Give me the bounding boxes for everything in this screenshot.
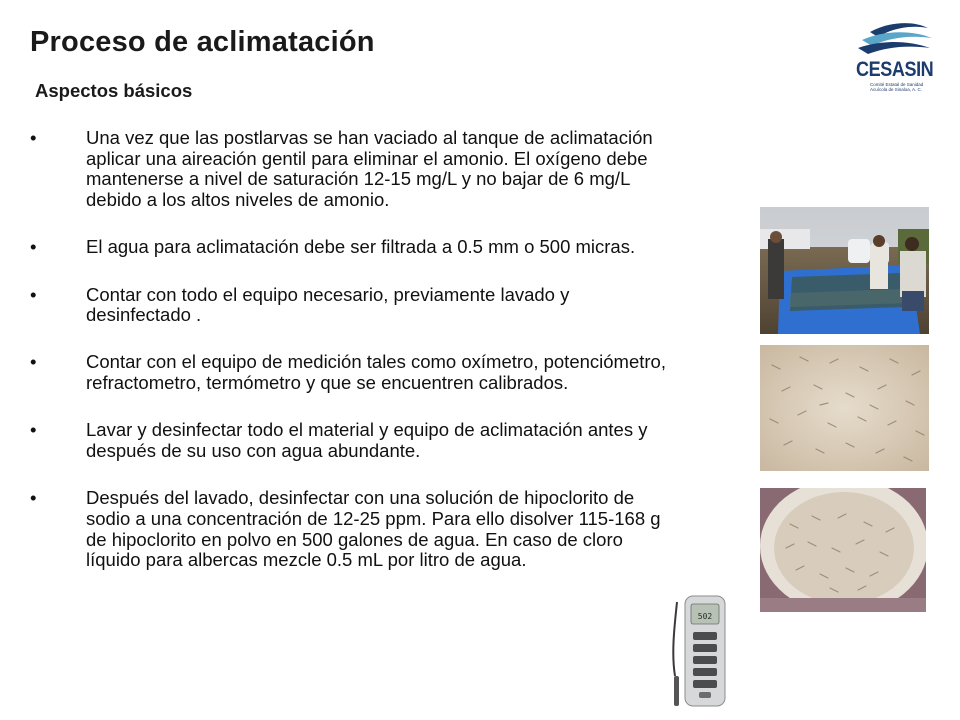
postlarvae-closeup-photo <box>760 345 929 471</box>
acclimation-tank-photo <box>760 207 929 334</box>
oximeter-device-image <box>671 592 729 710</box>
logo-tagline: Comité Estatal de Sanidad Acuícola de Sinaloa, A. C. <box>870 82 924 92</box>
postlarvae-basin-photo <box>760 488 926 612</box>
bullet-text: El agua para aclimatación debe ser filtrada a 0.5 mm o 500 micras. <box>86 236 636 258</box>
meter-display-value: 502 <box>697 612 713 621</box>
bullet-item <box>30 488 670 571</box>
bullet-marker: • <box>30 351 37 373</box>
bullet-text: Después del lavado, desinfectar con una solución de hipoclorito de sodio a una concentración de 12-25 ppm. Para ello disolver 115-168 g de hipoclorito en polvo en 500 galones de agua. En caso de cloro líquido para albercas mezcle 0.5 mL por litro de agua. <box>86 487 661 571</box>
bullet-item <box>30 285 670 326</box>
bullet-item <box>30 128 670 211</box>
bullet-marker: • <box>30 127 37 148</box>
wave-logo-icon <box>840 18 940 62</box>
logo-wordmark: CESASIN <box>856 58 934 81</box>
bullet-item <box>30 352 670 393</box>
bullet-item <box>30 237 670 258</box>
slide-title: Proceso de aclimatación <box>30 26 375 58</box>
bullet-marker: • <box>30 283 37 305</box>
bullet-text: Contar con todo el equipo necesario, previamente lavado y desinfectado . <box>86 283 570 326</box>
bullet-marker: • <box>30 236 37 258</box>
bullet-text: Contar con el equipo de medición tales como oxímetro, potenciómetro, refractometro, termómetro y que se encuentren calibrados. <box>86 351 666 394</box>
bullet-marker: • <box>30 419 37 441</box>
bullet-text: Lavar y desinfectar todo el material y equipo de aclimatación antes y después de su uso con agua abundante. <box>86 419 648 462</box>
slide-subtitle: Aspectos básicos <box>35 80 193 101</box>
cesasin-logo <box>840 18 940 102</box>
bullet-text: Una vez que las postlarvas se han vaciado al tanque de aclimatación aplicar una aireación gentil para eliminar el amonio. El oxígeno debe mantenerse a nivel de saturación 12-15 mg/L y no bajar de 6 mg/L debido a los altos niveles de amonio. <box>86 127 653 211</box>
bullet-list <box>30 128 670 598</box>
bullet-marker: • <box>30 487 37 509</box>
bullet-item <box>30 420 670 461</box>
